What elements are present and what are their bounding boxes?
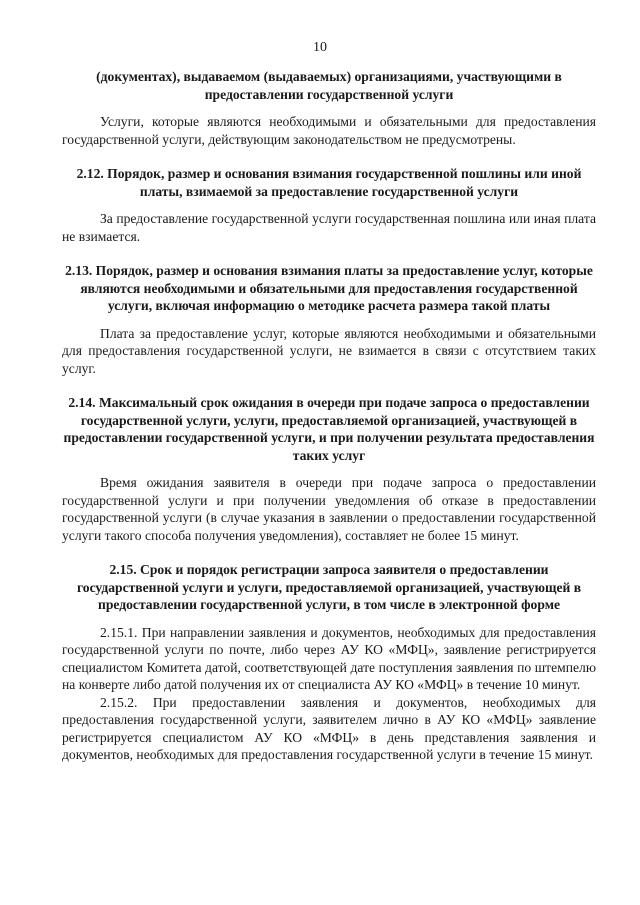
paragraph-required-services: Услуги, которые являются необходимыми и обязательными для предоставления государственной услуги, действующим законодательством не предусмотрены. bbox=[62, 114, 596, 147]
paragraph-queue-time: Время ожидания заявителя в очереди при подаче запроса о предоставлении государственной услуги и при получении уведомления об отказе в предоставлении государственной услуги (в случае указания в заявлении о предоставлении государственной услуги такого способа получения уведомления), составляет не более 15 минут. bbox=[62, 475, 596, 543]
paragraph-2-15-1: 2.15.1. При направлении заявления и документов, необходимых для предоставления государственной услуги по почте, либо через АУ КО «МФЦ», заявление регистрируется специалистом Комитета датой, соответствующей дате поступления заявления по штемпелю на конверте либо датой получения их от специалиста АУ КО «МФЦ» в течение 10 минут. bbox=[62, 624, 596, 692]
paragraph-state-fee: За предоставление государственной услуги государственная пошлина или иная плата не взимается. bbox=[62, 211, 596, 244]
section-heading-2-14: 2.14. Максимальный срок ожидания в очереди при подаче запроса о предоставлении государственной услуги, услуги, предоставляемой организацией, участвующей в предоставлении государственной услуги, и при получении результата предоставления таких услуг bbox=[63, 395, 595, 463]
section-heading-2-12: 2.12. Порядок, размер и основания взимания государственной пошлины или иной платы, взимаемой за предоставление государственной услуги bbox=[76, 166, 582, 199]
paragraph-service-fee: Плата за предоставление услуг, которые являются необходимыми и обязательными для предоставления государственной услуги, не взимается в связи с отсутствием таких услуг. bbox=[62, 325, 596, 376]
document-body bbox=[62, 68, 596, 764]
section-heading-2-13: 2.13. Порядок, размер и основания взимания платы за предоставление услуг, которые являются необходимыми и обязательными для предоставления государственной услуги, включая информацию о методике расчета размера такой платы bbox=[65, 263, 593, 313]
paragraph-2-15-2: 2.15.2. При предоставлении заявления и документов, необходимых для предоставления государственной услуги, заявителем лично в АУ КО «МФЦ» заявление регистрируется специалистом АУ КО «МФЦ» в день представления заявления и документов, необходимых для предоставления государственной услуги в течение 15 минут. bbox=[62, 694, 596, 762]
section-heading-continued: (документах), выдаваемом (выдаваемых) организациями, участвующими в предоставлении государственной услуги bbox=[96, 69, 562, 102]
section-heading-2-15: 2.15. Срок и порядок регистрации запроса заявителя о предоставлении государственной услуги и услуги, предоставляемой организацией, участвующей в предоставлении государственной услуги, в том числе в электронной форме bbox=[76, 562, 582, 612]
page-number: 10 bbox=[313, 40, 327, 55]
